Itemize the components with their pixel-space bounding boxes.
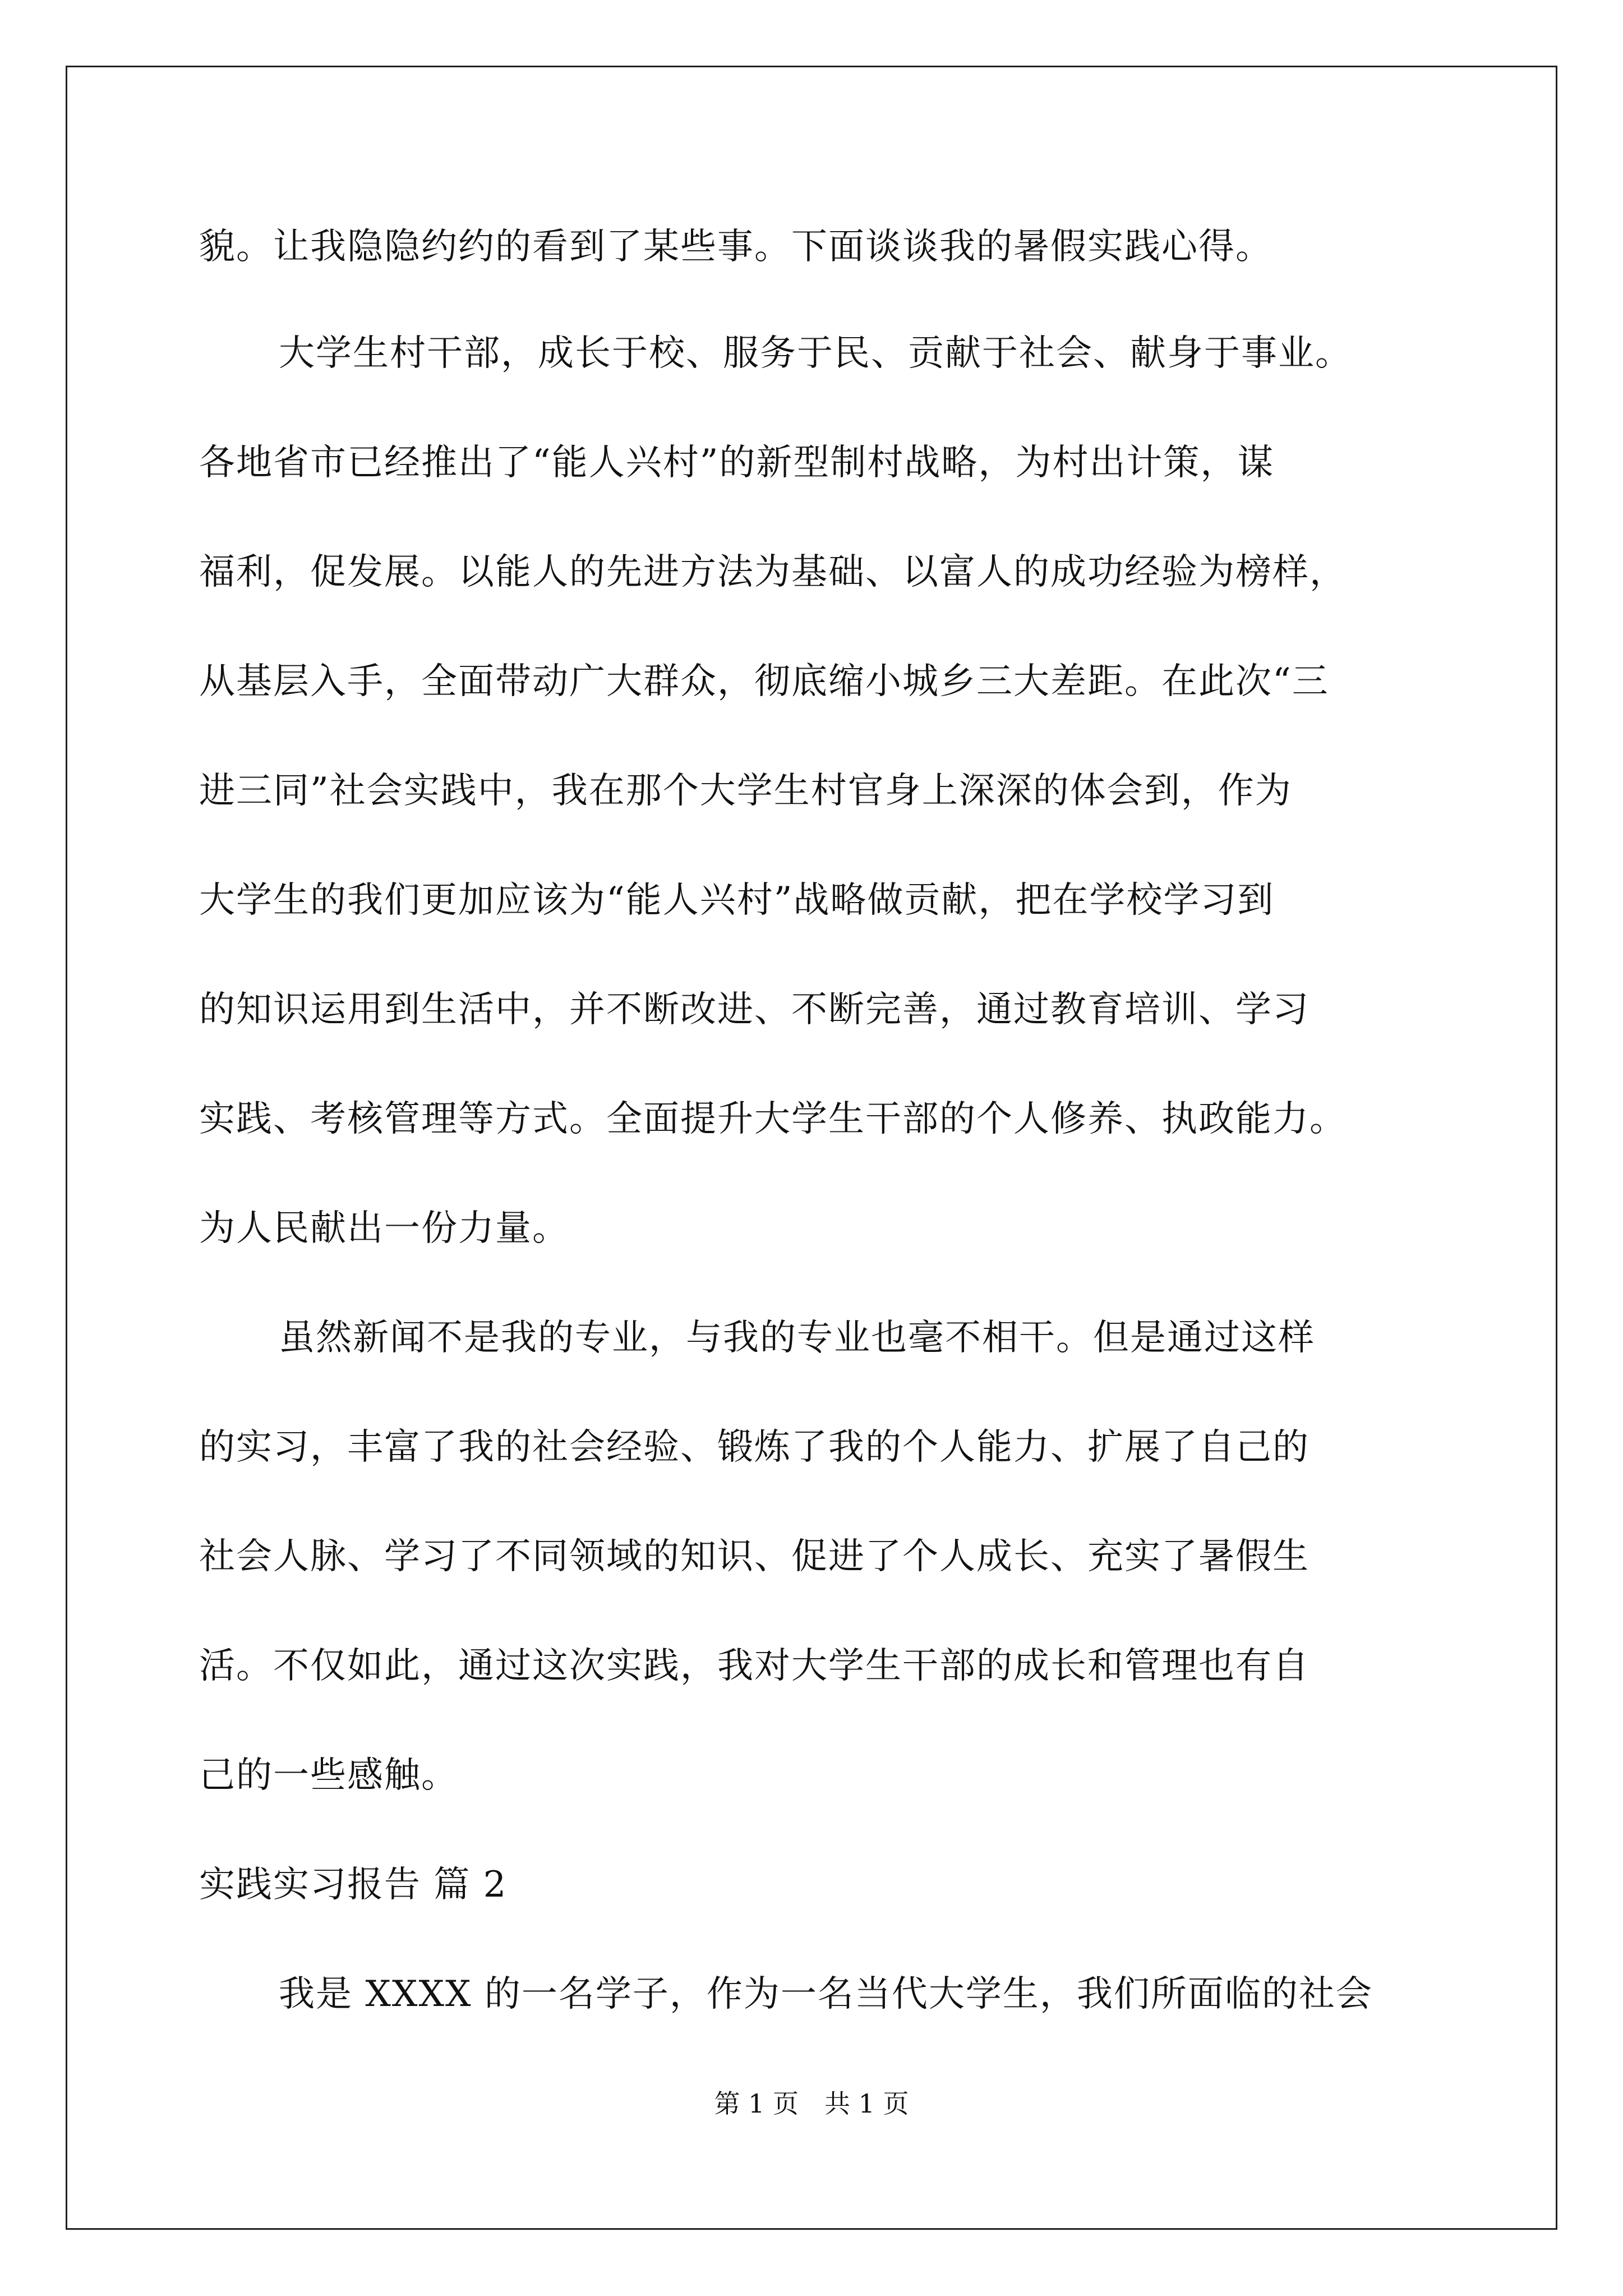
text-line-4: 福利，促发展。以能人的先进方法为基础、以富人的成功经验为榜样， bbox=[199, 551, 1347, 593]
text-line-12: 的实习，丰富了我的社会经验、锻炼了我的个人能力、扩展了自己的 bbox=[199, 1427, 1310, 1468]
text-line-6: 进三同”社会实践中，我在那个大学生村官身上深深的体会到，作为 bbox=[199, 770, 1292, 812]
section-heading: 实践实习报告 篇 2 bbox=[199, 1864, 508, 1906]
text-line-13: 社会人脉、学习了不同领域的知识、促进了个人成长、充实了暑假生 bbox=[199, 1536, 1310, 1577]
text-line-15: 己的一些感触。 bbox=[199, 1755, 458, 1796]
text-line-7: 大学生的我们更加应该为“能人兴村”战略做贡献，把在学校学习到 bbox=[199, 880, 1275, 921]
text-line-9: 实践、考核管理等方式。全面提升大学生干部的个人修养、执政能力。 bbox=[199, 1098, 1347, 1140]
text-line-11: 虽然新闻不是我的专业，与我的专业也毫不相干。但是通过这样 bbox=[279, 1317, 1315, 1359]
text-line-16: 我是 XXXX 的一名学子，作为一名当代大学生，我们所面临的社会 bbox=[279, 1973, 1373, 2015]
text-line-3: 各地省市已经推出了“能人兴村”的新型制村战略，为村出计策，谋 bbox=[199, 442, 1275, 484]
text-line-14: 活。不仅如此，通过这次实践，我对大学生干部的成长和管理也有自 bbox=[199, 1645, 1310, 1687]
page-footer: 第 1 页 共 1 页 bbox=[714, 2088, 909, 2119]
text-line-2: 大学生村干部，成长于校、服务于民、贡献于社会、献身于事业。 bbox=[279, 333, 1352, 374]
text-line-5: 从基层入手，全面带动广大群众，彻底缩小城乡三大差距。在此次“三 bbox=[199, 661, 1329, 702]
text-line-1: 貌。让我隐隐约约的看到了某些事。下面谈谈我的暑假实践心得。 bbox=[199, 226, 1272, 268]
text-line-10: 为人民献出一份力量。 bbox=[199, 1208, 569, 1249]
text-line-8: 的知识运用到生活中，并不断改进、不断完善，通过教育培训、学习 bbox=[199, 989, 1310, 1030]
